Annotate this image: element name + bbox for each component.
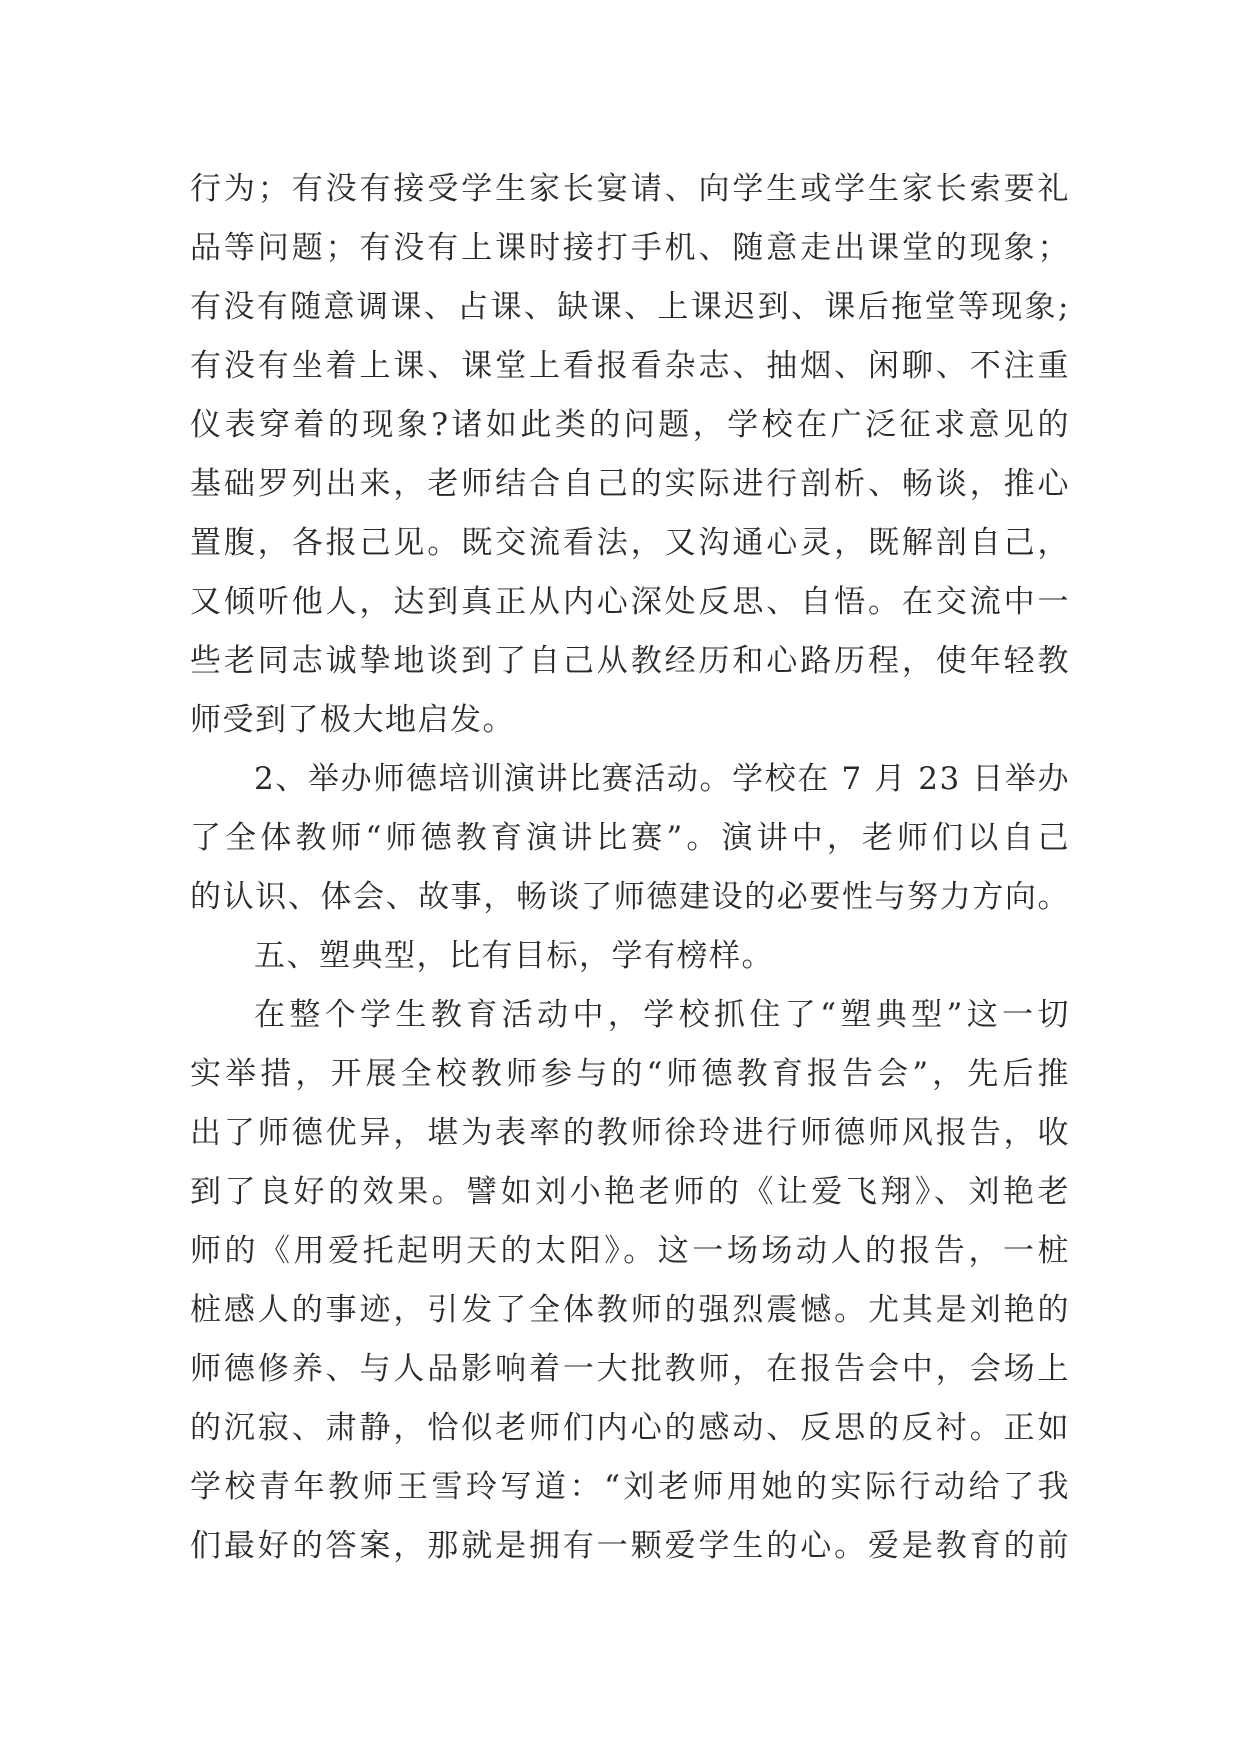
text-line: 又倾听他人，达到真正从内心深处反思、自悟。在交流中一 [190,584,1070,620]
text-line: 到了良好的效果。譬如刘小艳老师的《让爱飞翔》、刘艳老 [190,1174,1070,1210]
text-line: 师德修养、与人品影响着一大批教师，在报告会中，会场上 [190,1351,1070,1387]
text-line: 基础罗列出来，老师结合自己的实际进行剖析、畅谈，推心 [190,466,1070,502]
text-line: 的认识、体会、故事，畅谈了师德建设的必要性与努力方向。 [190,879,1070,915]
section-heading: 五、塑典型，比有目标，学有榜样。 [254,938,774,974]
text-line: 的沉寂、肃静，恰似老师们内心的感动、反思的反衬。正如 [190,1410,1070,1446]
text-line: 有没有随意调课、占课、缺课、上课迟到、课后拖堂等现象; [190,289,1070,325]
text-line: 置腹，各报己见。既交流看法，又沟通心灵，既解剖自己， [190,525,1070,561]
body-text [190,160,1070,1576]
text-line: 了全体教师“师德教育演讲比赛”。演讲中，老师们以自己 [190,820,1070,856]
text-line: 学校青年教师王雪玲写道：“刘老师用她的实际行动给了我 [190,1469,1070,1505]
text-line: 仪表穿着的现象?诸如此类的问题，学校在广泛征求意见的 [190,407,1070,443]
text-line: 品等问题；有没有上课时接打手机、随意走出课堂的现象； [190,230,1070,266]
text-line: 行为；有没有接受学生家长宴请、向学生或学生家长索要礼 [190,171,1070,207]
text-line: 们最好的答案，那就是拥有一颗爱学生的心。爱是教育的前 [190,1528,1070,1564]
paragraph-first-line: 2、举办师德培训演讲比赛活动。学校在 7 月 23 日举办 [254,761,1070,797]
text-line: 桩感人的事迹，引发了全体教师的强烈震憾。尤其是刘艳的 [190,1292,1070,1328]
text-line: 实举措，开展全校教师参与的“师德教育报告会”，先后推 [190,1056,1070,1092]
text-line: 出了师德优异，堪为表率的教师徐玲进行师德师风报告，收 [190,1115,1070,1151]
text-line: 些老同志诚挚地谈到了自己从教经历和心路历程，使年轻教 [190,643,1070,679]
paragraph-first-line: 在整个学生教育活动中，学校抓住了“塑典型”这一切 [254,997,1070,1033]
text-line: 师受到了极大地启发。 [190,702,515,738]
text-line: 师的《用爱托起明天的太阳》。这一场场动人的报告，一桩 [190,1233,1070,1269]
text-line: 有没有坐着上课、课堂上看报看杂志、抽烟、闲聊、不注重 [190,348,1070,384]
